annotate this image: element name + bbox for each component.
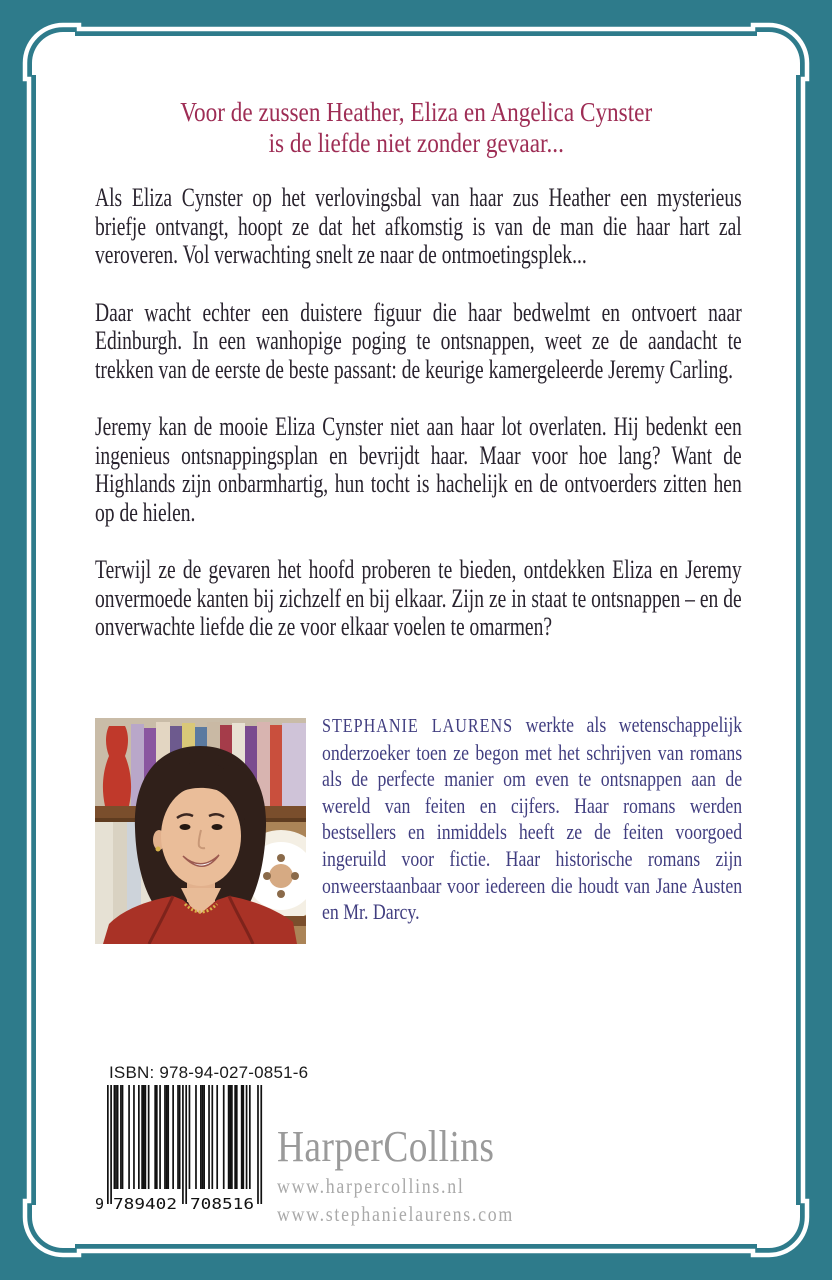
author-bio [322, 712, 742, 926]
synopsis-paragraph: Als Eliza Cynster op het verlovingsbal van haar zus Heather een mysterieus briefje ontvangt, hoopt ze dat het afkomstig is van de man die haar hart zal veroveren. Vol verwachting snelt ze naar de ontmoetingsplek... [95, 183, 742, 269]
barcode-digits-left: 789402 [113, 1195, 177, 1213]
synopsis [95, 184, 742, 671]
publisher-block [277, 1124, 617, 1226]
author-bio-text: werkte als wetenschappelijk onderzoeker toen ze begon met het schrijven van romans als de perfecte manier om even te ontsnappen aan de wereld van feiten en cijfers. Haar romans werden bestsellers en inmiddels heeft ze de feiten voorgoed ingeruild voor fictie. Haar historische romans zijn onweerstaanbaar voor iedereen die houdt van Jane Austen en Mr. Darcy. [322, 712, 743, 925]
red-vase [103, 726, 131, 806]
isbn-label: ISBN: 978-94-027-0851-6 [109, 1063, 309, 1082]
synopsis-paragraph: Daar wacht echter een duistere figuur die haar bedwelmt en ontvoert naar Edinburgh. In een wanhopige poging te ontsnappen, weet ze de aandacht te trekken van de eerste de beste passant: de keurige kamergeleerde Jeremy Carling. [95, 297, 742, 384]
author-photo [95, 718, 306, 944]
synopsis-paragraph: Jeremy kan de mooie Eliza Cynster niet aan haar lot overlaten. Hij bedenkt een ingenieus ontsnappingsplan en bevrijdt haar. Maar voor hoe lang? Want de Highlands zijn onbarmhartig, hun tocht is hachelijk en de ontvoerders zitten hen op de hielen. [95, 412, 742, 527]
publisher-logo: HarperCollins [277, 1122, 495, 1171]
publisher-website: www.harpercollins.nl [277, 1174, 465, 1198]
ean13-barcode [95, 1085, 263, 1213]
author-name: STEPHANIE LAURENS [322, 715, 514, 737]
barcode-digit-first: 9 [95, 1195, 105, 1213]
tagline [0, 97, 832, 159]
tagline-line-1: Voor de zussen Heather, Eliza en Angelica Cynster [180, 97, 653, 127]
barcode-digits-right: 708516 [190, 1195, 254, 1213]
tagline-line-2: is de liefde niet zonder gevaar... [268, 128, 564, 158]
author-website: www.stephanielaurens.com [277, 1202, 514, 1226]
synopsis-paragraph: Terwijl ze de gevaren het hoofd proberen te bieden, ontdekken Eliza en Jeremy onvermoede kanten bij zichzelf en bij elkaar. Zijn ze in staat te ontsnappen – en de onverwachte liefde die ze voor elkaar voelen te omarmen? [95, 555, 742, 641]
barcode-bars [107, 1085, 262, 1204]
